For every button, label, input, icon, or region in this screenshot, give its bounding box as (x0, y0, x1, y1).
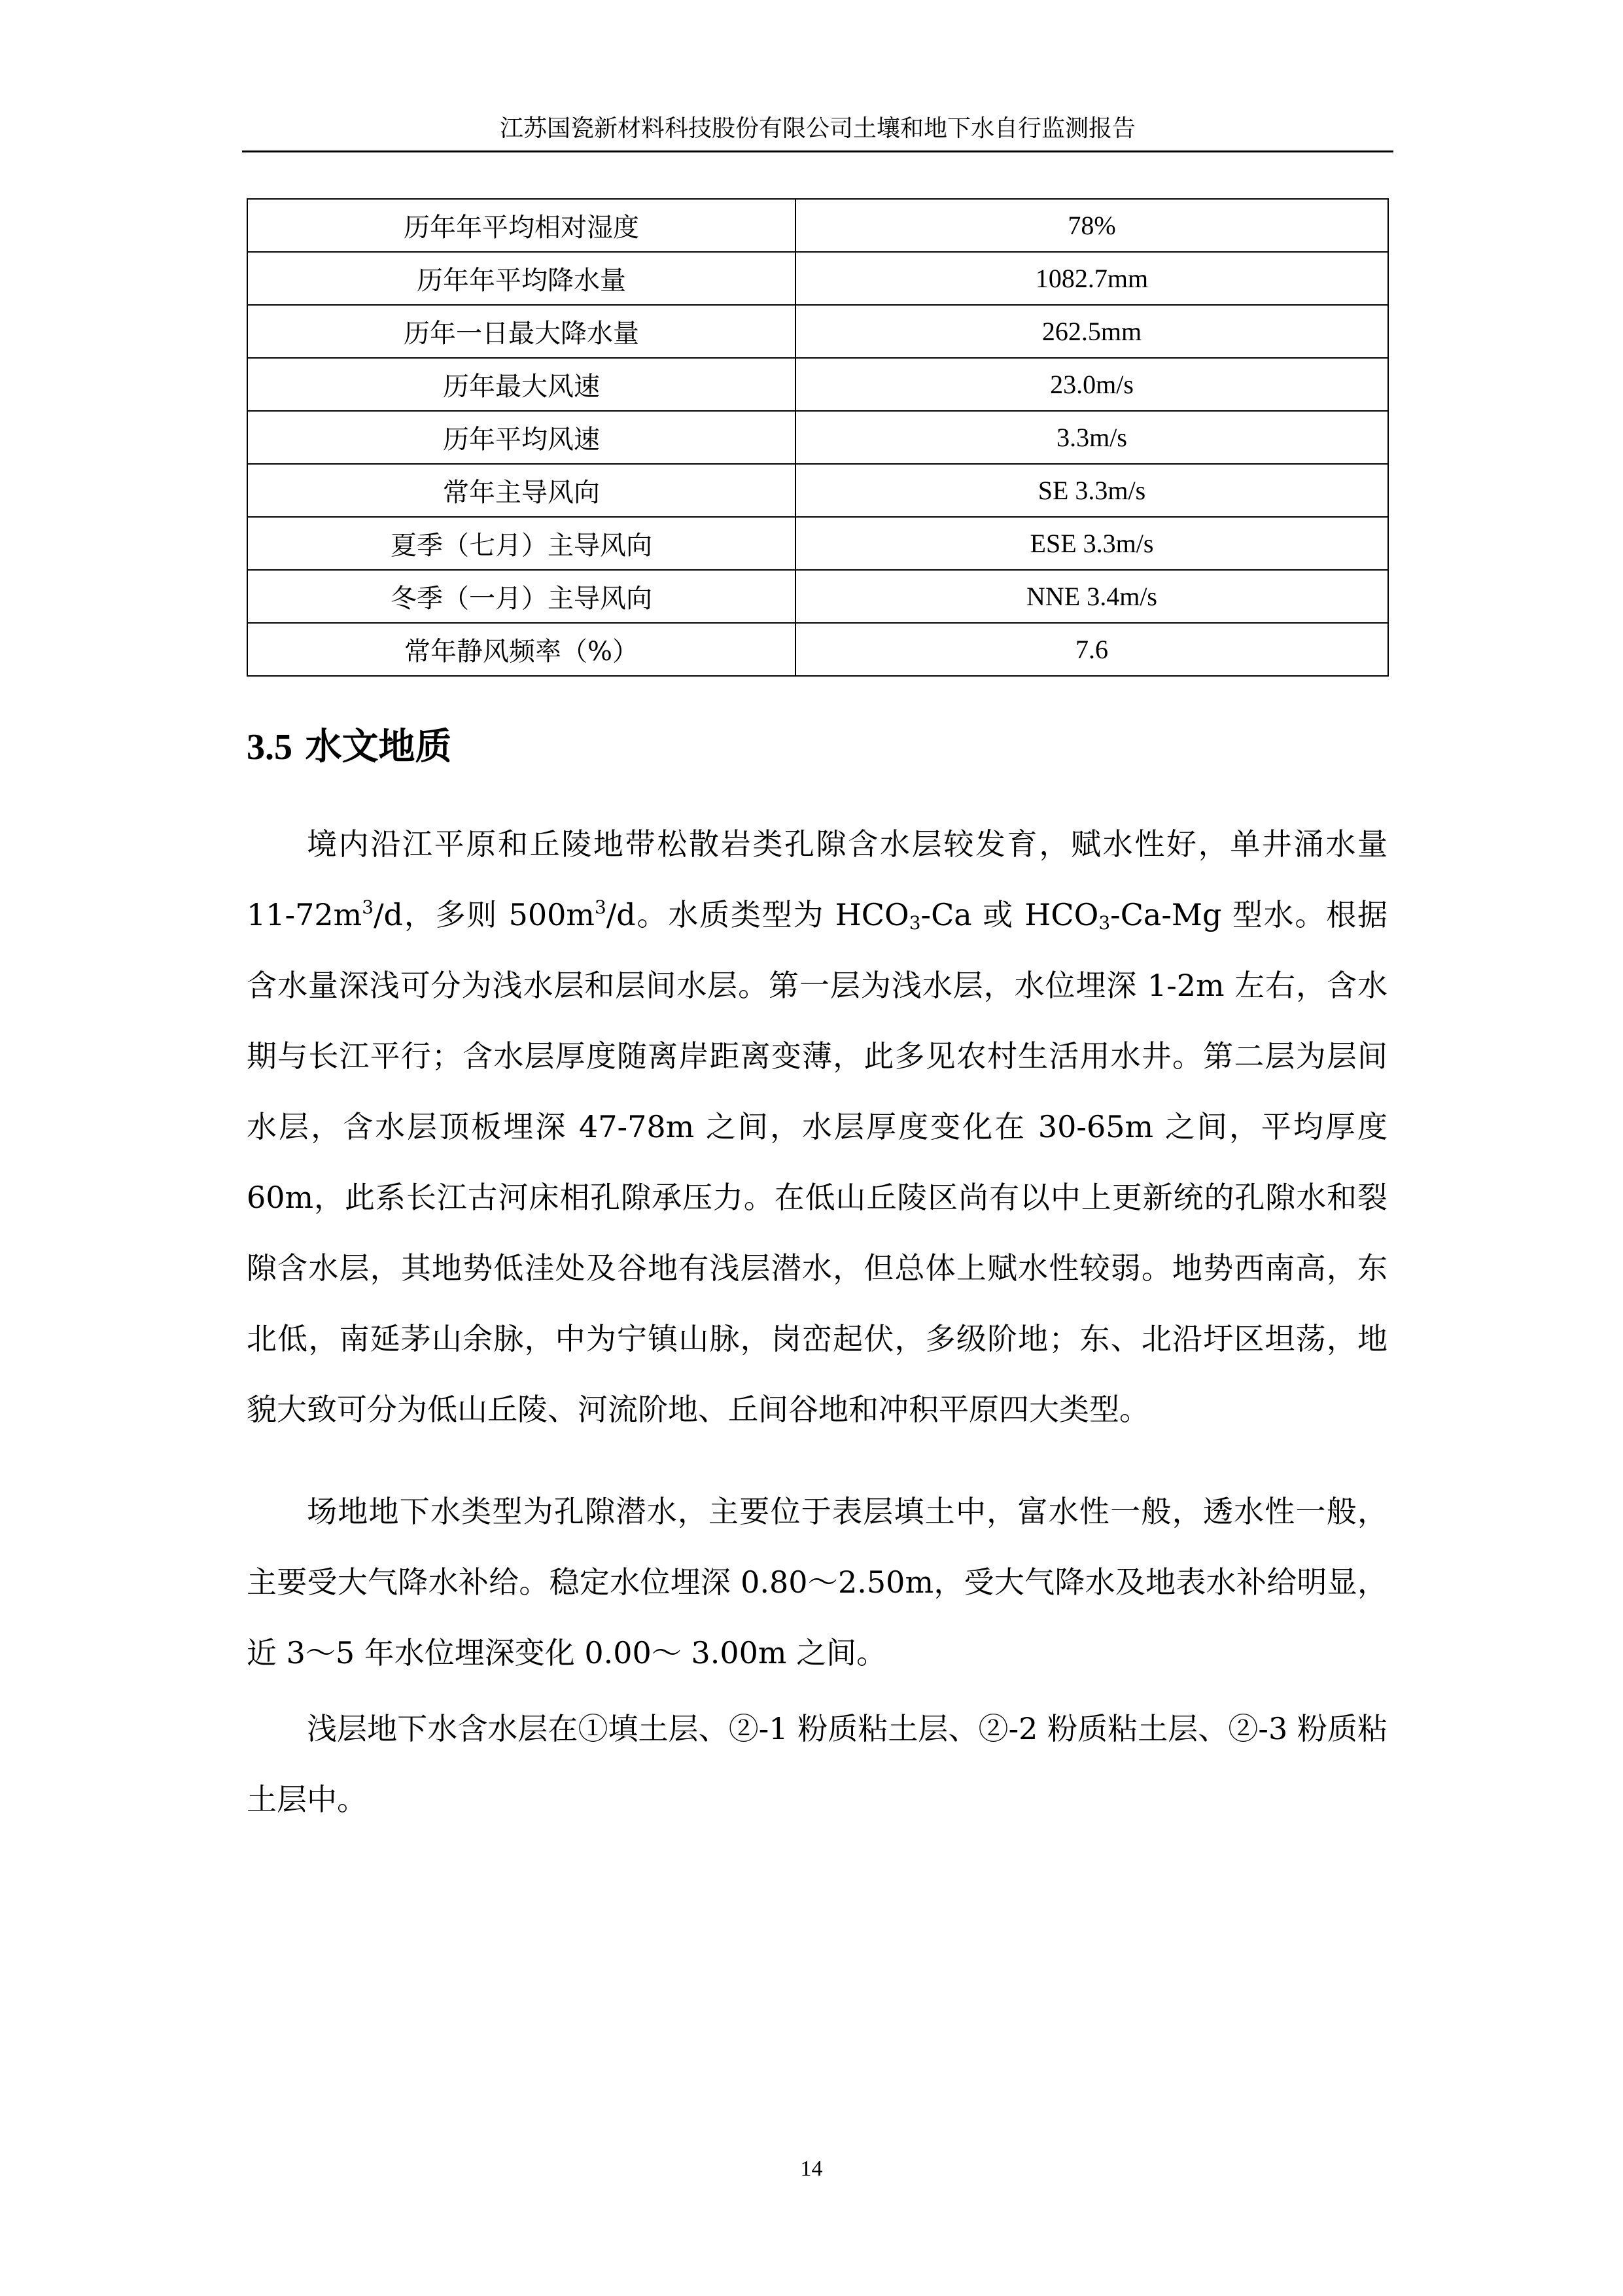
table-row (247, 305, 1388, 358)
row-label: 历年最大风速 (247, 358, 795, 411)
row-label: 历年年平均降水量 (247, 252, 795, 305)
row-value: 23.0m/s (795, 358, 1388, 411)
table-row (247, 623, 1388, 676)
table-row (247, 252, 1388, 305)
row-label: 历年平均风速 (247, 411, 795, 464)
row-label: 历年一日最大降水量 (247, 305, 795, 358)
superscript: 3 (594, 896, 606, 918)
table-row (247, 358, 1388, 411)
row-label: 常年主导风向 (247, 464, 795, 517)
row-value: ESE 3.3m/s (795, 517, 1388, 570)
section-title: 水文地质 (305, 726, 452, 768)
row-value: 7.6 (795, 623, 1388, 676)
row-value: SE 3.3m/s (795, 464, 1388, 517)
section-number: 3.5 (247, 727, 292, 768)
row-value: NNE 3.4m/s (795, 570, 1388, 623)
row-label: 夏季（七月）主导风向 (247, 517, 795, 570)
table-row (247, 517, 1388, 570)
table-row (247, 411, 1388, 464)
paragraph-aquifer-layers: 浅层地下水含水层在①填土层、②-1 粉质粘土层、②-2 粉质粘土层、②-3 粉质粘土层中。 (247, 1711, 1387, 1817)
row-value: 262.5mm (795, 305, 1388, 358)
row-label: 常年静风频率（%） (247, 623, 795, 676)
row-label: 历年年平均相对湿度 (247, 199, 795, 252)
table-row (247, 199, 1388, 252)
text-run: /d。水质类型为 HCO (606, 897, 909, 932)
paragraph-hydrogeology (247, 809, 1387, 1445)
subscript: 3 (909, 912, 921, 934)
row-value: 1082.7mm (795, 252, 1388, 305)
table-row (247, 464, 1388, 517)
page-header: 江苏国瓷新材料科技股份有限公司土壤和地下水自行监测报告 (499, 115, 1136, 142)
text-run: -Ca 或 HCO (920, 897, 1099, 932)
row-value: 3.3m/s (795, 411, 1388, 464)
text-run: /d，多则 500m (374, 897, 595, 932)
text-run: 境内沿江平原和丘陵地带松散岩类孔隙含水层较发育，赋水性好，单井涌水量 11-72m (247, 826, 1387, 932)
section-heading (247, 721, 452, 773)
text-run: -Ca-Mg 型水。根据含水量深浅可分为浅水层和层间水层。第一层为浅水层，水位埋深 1-2m 左右，含水期与长江平行；含水层厚度随离岸距离变薄，此多见农村生活用水井。第二层为层间水层，含水层顶板埋深 47-78m 之间，水层厚度变化在 30-65m 之间，平均厚度 60m，此系长江古河床相孔隙承压力。在低山丘陵区尚有以中上更新统的孔隙水和裂隙含水层，其地势低洼处及谷地有浅层潜水，但总体上赋水性较弱。地势西南高，东北低，南延茅山余脉，中为宁镇山脉，岗峦起伏，多级阶地；东、北沿圩区坦荡，地貌大致可分为低山丘陵、河流阶地、丘间谷地和冲积平原四大类型。 (247, 897, 1387, 1427)
table-row (247, 570, 1388, 623)
row-value: 78% (795, 199, 1388, 252)
climate-table (247, 198, 1389, 677)
paragraph-groundwater-type: 场地地下水类型为孔隙潜水，主要位于表层填土中，富水性一般，透水性一般，主要受大气降水补给。稳定水位埋深 0.80～2.50m，受大气降水及地表水补给明显，近 3～5 年水位埋深变化 0.00～ 3.00m 之间。 (247, 1494, 1387, 1670)
superscript: 3 (362, 896, 374, 918)
page-number: 14 (800, 2157, 823, 2181)
row-label: 冬季（一月）主导风向 (247, 570, 795, 623)
subscript: 3 (1098, 912, 1111, 934)
header-divider (242, 150, 1393, 152)
